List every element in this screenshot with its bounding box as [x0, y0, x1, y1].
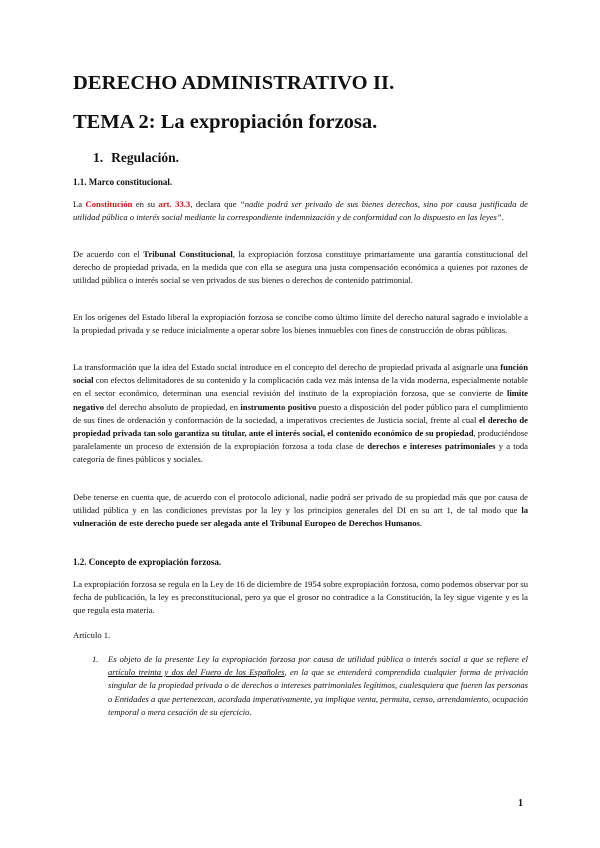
- text-run: La: [73, 199, 86, 209]
- fuero-link[interactable]: artículo treinta y dos del Fuero de los Españoles: [108, 667, 285, 678]
- paragraph-origins: En los orígenes del Estado liberal la expropiación forzosa se concibe como último límite del derecho natural sagrado e inviolable a la propiedad privada y se reduce inicialmente a operar sobre los bienes inmuebles con fines de construcción de obras públicas.: [73, 312, 528, 336]
- text-run: y a toda categoría de fines públicos y sociales.: [73, 441, 528, 465]
- section-label: Regulación.: [111, 150, 180, 165]
- bold-derecho-propiedad: el derecho de propiedad privada tan solo garantiza su titular, ante el interés social, el contenido económico de su propiedad: [73, 414, 528, 439]
- bold-derechos-intereses: derechos e intereses patrimoniales: [367, 441, 496, 452]
- bold-tribunal: Tribunal Constitucional: [143, 249, 233, 259]
- topic-heading: TEMA 2: La expropiación forzosa.: [73, 111, 378, 133]
- bold-instrumento-positivo: instrumento positivo: [240, 401, 317, 412]
- text-run: , la expropiación forzosa constituye primariamente una garantía constitucional del derecho de propiedad privada, en la medida que con ella se asegura una justa compensación económica a quienes por razones de utilidad pública o interés social se ven privados de sus bienes o derechos de contenido patrimonial.: [73, 249, 528, 286]
- text-run: Es objeto de la presente Ley la expropiación forzosa por causa de utilidad pública o interés social a que se refiere el: [108, 654, 528, 664]
- document-title: DERECHO ADMINISTRATIVO II.: [73, 72, 395, 94]
- text-run: con efectos delimitadores de su contenido y la complicación cada vez más intensa de la vida moderna, especialmente notable en el sector económico, determinan una esencial revisión del instituto de la expropiación forzosa, que se convierte de: [73, 375, 528, 399]
- subsection-heading-1: 1.1. Marco constitucional.: [73, 177, 173, 187]
- text-run: Debe tenerse en cuenta que, de acuerdo con el protocolo adicional, nadie podrá ser privado de su propiedad más que por causa de utilidad pública y en las condiciones previstas por la ley y los principios generales del DI en su art 1, de tal modo que: [73, 492, 528, 516]
- highlight-constitucion: Constitución: [85, 199, 133, 209]
- article-quote: [92, 653, 528, 719]
- subsection-heading-2: 1.2. Concepto de expropiación forzosa.: [73, 557, 222, 567]
- section-heading: [93, 150, 179, 166]
- section-number: 1.: [93, 150, 104, 165]
- bold-funcion-social: función social: [73, 362, 528, 386]
- bold-limite-negativo: límite negativo: [73, 388, 528, 412]
- text-run: , en la que se entenderá comprendida cualquier forma de privación singular de la propiedad privada o de derechos o intereses patrimoniales legítimos, cualesquiera que fueren las personas o Entidades a que pertenezcan, acordada imperativamente, ya implique venta, permuta, censo, arrendamiento, ocupación temporal o mera cesación de su ejercicio.: [108, 667, 528, 717]
- highlight-article: art. 33.3: [158, 199, 191, 209]
- paragraph-protocol: [73, 491, 528, 531]
- paragraph-transformation: [73, 361, 528, 467]
- paragraph-tribunal: [73, 248, 528, 288]
- text-run: puesto a disposición del poder público para el cumplimiento de sus fines de ordenación y conformación de la sociedad, a imperativos crecientes de Justicia social, frente al cual: [73, 401, 528, 425]
- text-run: La transformación que la idea del Estado social introduce en el concepto del derecho de propiedad privada al asignarle una: [73, 362, 501, 372]
- constitution-quote: “nadie podrá ser privado de sus bienes derechos, sino por causa justificada de utilidad pública o interés social mediante la correspondiente indemnización y de conformidad con lo dispuesto en las leyes”: [73, 199, 528, 223]
- text-run: .: [419, 518, 423, 529]
- paragraph-constitution: [73, 198, 528, 224]
- text-run: De acuerdo con el: [73, 249, 144, 259]
- text-run: del derecho absoluto de propiedad, en: [104, 401, 241, 412]
- page-number: 1: [518, 798, 523, 809]
- quote-number: 1.: [92, 654, 99, 664]
- text-run: .: [501, 212, 504, 223]
- text-run: en su: [132, 199, 159, 209]
- bold-vulneracion: la vulneración de este derecho puede ser alegada ante el Tribunal Europeo de Derechos Humanos: [73, 505, 528, 529]
- text-run: , produciéndose paralelamente un proceso de extensión de la expropiación forzosa a toda clase de: [73, 428, 528, 452]
- article-label: Artículo 1.: [73, 630, 111, 640]
- paragraph-law: La expropiación forzosa se regula en la Ley de 16 de diciembre de 1954 sobre expropiación forzosa, como podemos observar por su fecha de publicación, la ley es preconstitucional, pero ya que el grosor no contradice a la Constitución, la ley sigue vigente y es la que regula esta materia.: [73, 579, 528, 616]
- text-run: , declara que: [190, 199, 240, 209]
